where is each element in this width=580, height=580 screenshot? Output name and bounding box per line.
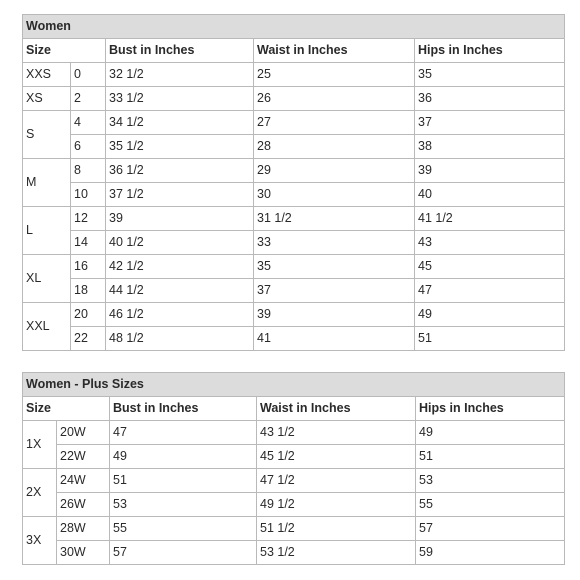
cell-hips: 43: [415, 231, 565, 255]
size-label: 2X: [23, 469, 57, 517]
cell-waist: 35: [254, 255, 415, 279]
cell-bust: 39: [106, 207, 254, 231]
cell-bust: 37 1/2: [106, 183, 254, 207]
table-title-row: [23, 373, 565, 397]
cell-num: 24W: [57, 469, 110, 493]
cell-waist: 47 1/2: [257, 469, 416, 493]
cell-bust: 42 1/2: [106, 255, 254, 279]
cell-bust: 47: [110, 421, 257, 445]
header-hips: Hips in Inches: [416, 397, 565, 421]
cell-hips: 35: [415, 63, 565, 87]
cell-waist: 43 1/2: [257, 421, 416, 445]
cell-waist: 27: [254, 111, 415, 135]
cell-waist: 49 1/2: [257, 493, 416, 517]
cell-hips: 55: [416, 493, 565, 517]
table-title: Women: [23, 15, 565, 39]
size-label: L: [23, 207, 71, 255]
cell-num: 26W: [57, 493, 110, 517]
table-row: [23, 111, 565, 135]
table-row: [23, 231, 565, 255]
table-row: [23, 493, 565, 517]
header-waist: Waist in Inches: [254, 39, 415, 63]
cell-waist: 26: [254, 87, 415, 111]
table-row: [23, 135, 565, 159]
cell-bust: 55: [110, 517, 257, 541]
cell-hips: 38: [415, 135, 565, 159]
header-hips: Hips in Inches: [415, 39, 565, 63]
table-title: Women - Plus Sizes: [23, 373, 565, 397]
plus-size-table: [22, 372, 565, 565]
cell-bust: 46 1/2: [106, 303, 254, 327]
cell-num: 4: [71, 111, 106, 135]
table-row: [23, 255, 565, 279]
cell-waist: 45 1/2: [257, 445, 416, 469]
cell-num: 16: [71, 255, 106, 279]
table-row: [23, 183, 565, 207]
cell-hips: 57: [416, 517, 565, 541]
cell-hips: 40: [415, 183, 565, 207]
table-row: [23, 327, 565, 351]
table-row: [23, 279, 565, 303]
cell-num: 0: [71, 63, 106, 87]
header-bust: Bust in Inches: [110, 397, 257, 421]
cell-bust: 40 1/2: [106, 231, 254, 255]
cell-hips: 51: [415, 327, 565, 351]
cell-num: 20W: [57, 421, 110, 445]
cell-num: 8: [71, 159, 106, 183]
size-label: XXS: [23, 63, 71, 87]
cell-waist: 53 1/2: [257, 541, 416, 565]
header-size: Size: [23, 397, 110, 421]
table-title-row: [23, 15, 565, 39]
header-row: [23, 39, 565, 63]
table-row: [23, 87, 565, 111]
cell-waist: 37: [254, 279, 415, 303]
cell-waist: 29: [254, 159, 415, 183]
cell-bust: 33 1/2: [106, 87, 254, 111]
cell-bust: 35 1/2: [106, 135, 254, 159]
cell-bust: 48 1/2: [106, 327, 254, 351]
table-row: [23, 159, 565, 183]
cell-hips: 37: [415, 111, 565, 135]
cell-waist: 25: [254, 63, 415, 87]
cell-num: 28W: [57, 517, 110, 541]
table-row: [23, 207, 565, 231]
table-row: [23, 63, 565, 87]
header-size: Size: [23, 39, 106, 63]
cell-bust: 32 1/2: [106, 63, 254, 87]
cell-num: 22: [71, 327, 106, 351]
cell-hips: 45: [415, 255, 565, 279]
size-label: S: [23, 111, 71, 159]
cell-num: 12: [71, 207, 106, 231]
table-row: [23, 421, 565, 445]
cell-bust: 57: [110, 541, 257, 565]
table-row: [23, 303, 565, 327]
cell-bust: 36 1/2: [106, 159, 254, 183]
cell-hips: 47: [415, 279, 565, 303]
size-label: XS: [23, 87, 71, 111]
header-bust: Bust in Inches: [106, 39, 254, 63]
cell-waist: 31 1/2: [254, 207, 415, 231]
cell-num: 6: [71, 135, 106, 159]
cell-waist: 30: [254, 183, 415, 207]
cell-bust: 44 1/2: [106, 279, 254, 303]
cell-hips: 59: [416, 541, 565, 565]
header-row: [23, 397, 565, 421]
cell-hips: 51: [416, 445, 565, 469]
table-row: [23, 445, 565, 469]
cell-bust: 53: [110, 493, 257, 517]
table-row: [23, 517, 565, 541]
cell-num: 2: [71, 87, 106, 111]
size-label: 1X: [23, 421, 57, 469]
cell-hips: 41 1/2: [415, 207, 565, 231]
cell-hips: 39: [415, 159, 565, 183]
cell-num: 10: [71, 183, 106, 207]
table-row: [23, 541, 565, 565]
cell-waist: 28: [254, 135, 415, 159]
cell-bust: 34 1/2: [106, 111, 254, 135]
cell-hips: 53: [416, 469, 565, 493]
size-label: XXL: [23, 303, 71, 351]
table-row: [23, 469, 565, 493]
size-label: XL: [23, 255, 71, 303]
header-waist: Waist in Inches: [257, 397, 416, 421]
cell-bust: 51: [110, 469, 257, 493]
size-label: 3X: [23, 517, 57, 565]
cell-hips: 49: [416, 421, 565, 445]
cell-num: 20: [71, 303, 106, 327]
cell-waist: 41: [254, 327, 415, 351]
women-size-table: [22, 14, 565, 351]
cell-num: 30W: [57, 541, 110, 565]
cell-hips: 49: [415, 303, 565, 327]
cell-num: 14: [71, 231, 106, 255]
size-label: M: [23, 159, 71, 207]
cell-num: 18: [71, 279, 106, 303]
cell-hips: 36: [415, 87, 565, 111]
cell-waist: 51 1/2: [257, 517, 416, 541]
cell-num: 22W: [57, 445, 110, 469]
cell-bust: 49: [110, 445, 257, 469]
cell-waist: 33: [254, 231, 415, 255]
cell-waist: 39: [254, 303, 415, 327]
